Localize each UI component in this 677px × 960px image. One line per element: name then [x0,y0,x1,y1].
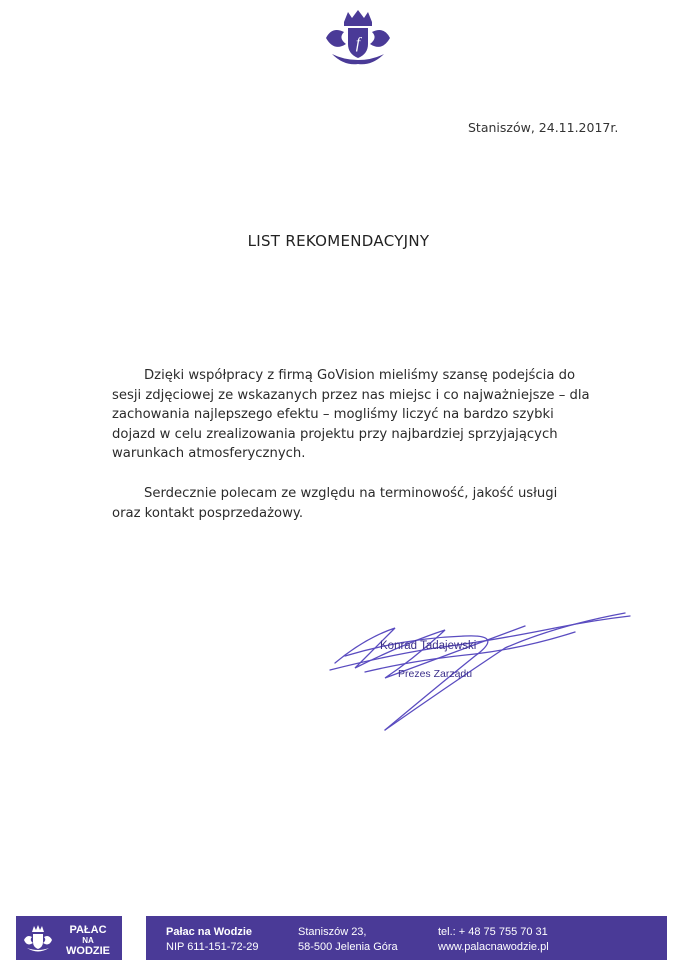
palace-crest-icon [318,8,398,68]
paragraph-line: Serdecznie polecam ze względu na terminowość, jakość usługi [144,485,558,501]
company-name: Pałac na Wodzie [166,926,252,938]
paragraph-line: warunkach atmosferycznych. [112,446,306,462]
footer-brand [60,924,116,958]
contact-website[interactable]: www.palacnawodzie.pl [438,941,549,953]
paragraph-line: Dzięki współpracy z firmą GoVision mieliśmy szansę podejścia do [144,368,576,383]
contact-phone[interactable]: tel.: + 48 75 755 70 31 [438,926,548,938]
paragraph-line: oraz kontakt posprzedażowy. [112,505,304,521]
signatory-name: Konrad Tadajewski [380,640,477,652]
brand-line: WODZIE [66,945,110,957]
address-street: Staniszów 23, [298,926,367,938]
footer-logo [16,916,122,960]
letter-body [112,366,590,523]
handwritten-signature [325,608,655,738]
signatory-role: Prezes Zarządu [398,668,473,680]
brand-line: NA [82,936,94,945]
document-title: LIST REKOMENDACYJNY [247,232,430,250]
brand-line: PAŁAC [69,924,107,936]
paragraph-line: zachowania najlepszego efektu – mogliśmy liczyć na bardzo szybki [112,407,554,423]
footer-company [166,925,259,955]
paragraph-line: dojazd w celu zrealizowania projektu przy najbardziej sprzyjających [112,426,558,442]
paragraph-line: sesji zdjęciowej ze wskazanych przez nas miejsc i co najważniejsze – dla [112,387,590,403]
svg-text:f: f [355,35,361,52]
footer-contact [438,925,549,955]
date-line: Staniszów, 24.11.2017r. [468,120,619,135]
footer-contact-bar [146,916,667,960]
company-nip: NIP 611-151-72-29 [166,941,259,953]
footer-address [298,925,398,955]
palace-crest-icon [22,924,54,954]
address-city: 58-500 Jelenia Góra [298,941,398,953]
